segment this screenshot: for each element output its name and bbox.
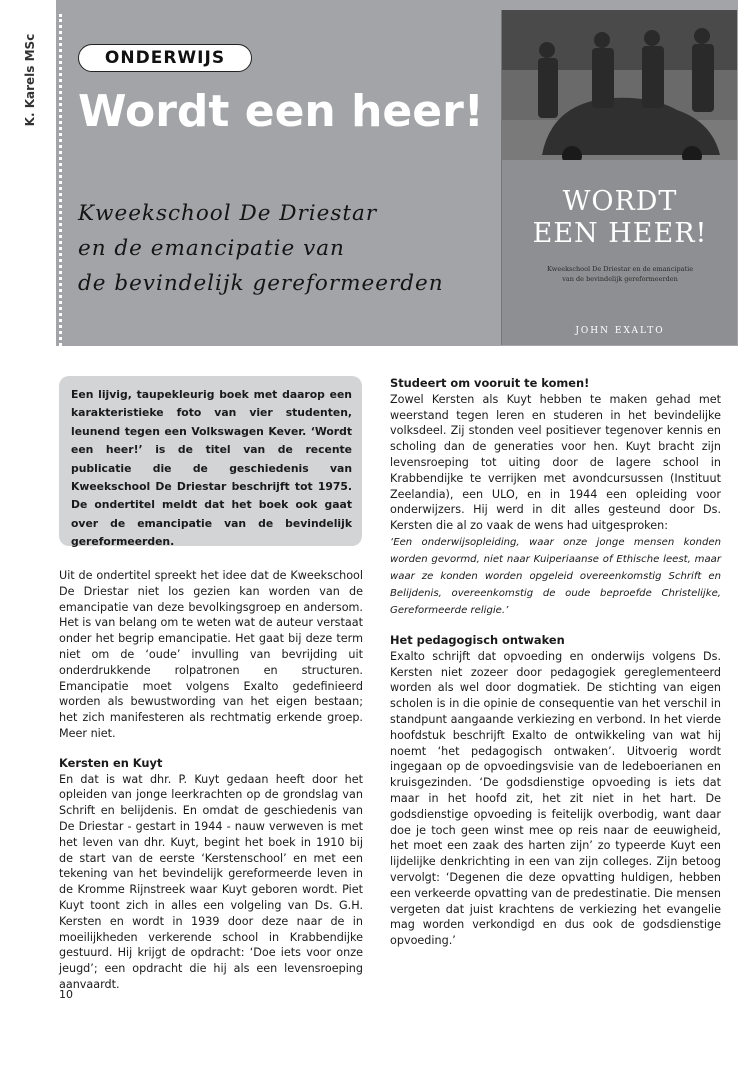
paragraph: Zowel Kersten als Kuyt hebben te maken gehad met weerstand tegen leren en studeren in het bevindelijke volksdeel. Zij stonden veel positiever tegenover kennis en scholing dan de generaties voor hen. Kuyt bracht zijn levensroeping tot uiting door de lagere school in Krabbendijke te verrijken met avondcursussen (Instituut Zeelandia), een ULO, en in 1944 een opleiding voor onderwijzers. Hij werd in dit alles gesteund door Ds. Kersten die al zo vaak de wens had uitgesproken: xyxy=(390,392,721,533)
paragraph: Exalto schrijft dat opvoeding en onderwijs volgens Ds. Kersten niet zozeer door pedagogiek gereglementeerd worden als wel door dogmatiek. De stichting van eigen scholen is in die opinie de consequentie van het verschil in standpunt aangaande verkiezing en verbond. In het vierde hoofdstuk beschrijft Exalto de ontwikkeling van wat hij noemt ‘het pedagogisch ontwaken’. Uitvoerig wordt ingegaan op de opvoedingsvisie van de ledeboerianen en kruisgezinden. ‘De godsdienstige opvoeding is iets dat maar in het hoofd zit, het zit niet in het hart. De godsdienstige opvoeding is feitelijk overbodig, want daar doe je toch geen winst mee op reis naar de eeuwigheid, het moet een zaak des harten zijn’ zo typeerde Kuyt een lijdelijke denkrichting in een van zijn colleges. Zijn betoog vervolgt: ‘Degenen die deze opvatting huldigen, hebben een verkeerde opvatting van de predestinatie. Die mensen vergeten dat juist krachtens de verkiezing het evangelie mag worden verkondigd en dus ook de godsdienstige opvoeding.’ xyxy=(390,649,721,948)
article-title: Wordt een heer! xyxy=(78,86,484,137)
quote: ‘Een onderwijsopleiding, waar onze jonge mensen konden worden gevormd, niet naar Kuiperiaanse of Ethische leest, maar waar ze konden worden opgeleid overeenkomstig Schrift en Belijdenis, overeenkomstig de oude beproefde Christelijke, Gereformeerde religie.’ xyxy=(390,536,721,616)
subtitle-line: en de emancipatie van xyxy=(78,236,345,261)
section-heading: Het pedagogisch ontwaken xyxy=(390,632,565,647)
cover-title-line: WORDT xyxy=(562,186,678,217)
cover-title xyxy=(502,186,737,250)
subtitle-line: Kweekschool De Driestar xyxy=(78,201,378,226)
book-cover xyxy=(501,10,737,345)
category-label: ONDERWIJS xyxy=(78,44,252,72)
intro-text: Een lijvig, taupekleurig boek met daarop een karakteristieke foto van vier studenten, leunend tegen een Volkswagen Kever. ‘Wordt een heer!’ is de titel van de recente publicatie die de geschiedenis van Kweekschool De Driestar beschrijft tot 1975. De ondertitel meldt dat het boek ook gaat over de emancipatie van de bevindelijk gereformeerden. xyxy=(71,388,352,549)
section-heading: Kersten en Kuyt xyxy=(59,755,163,770)
author-strip xyxy=(0,0,56,346)
section-heading: Studeert om vooruit te komen! xyxy=(390,376,590,390)
paragraph: En dat is wat dhr. P. Kuyt gedaan heeft door het opleiden van jonge leerkrachten op de grondslag van Schrift en belijdenis. En omdat de geschiedenis van De Driestar - gestart in 1944 - nauw verweven is met het leven van dhr. Kuyt, begint het boek in 1910 bij de start van de eerste ‘Kerstenschool’ en met een tekening van het bevindelijk gereformeerde leven in de Kromme Rijnstreek waar Kuyt geboren wordt. Piet Kuyt toont zich in alles een volgeling van Ds. G.H. Kersten en wordt in 1939 door deze naar de in moeilijkheden verkerende school in Krabbendijke gestuurd. Hij krijgt de opdracht: ‘Doe iets voor onze jeugd’; een opdracht die hij als een levensroeping aanvaardt. xyxy=(59,772,363,991)
cover-title-line: EEN HEER! xyxy=(532,218,708,249)
left-column xyxy=(59,568,363,993)
subtitle-line: de bevindelijk gereformeerden xyxy=(78,271,444,296)
article-subtitle xyxy=(78,196,444,301)
dotted-divider xyxy=(59,14,62,346)
cover-subtitle-line: van de bevindelijk gereformeerden xyxy=(562,275,678,283)
intro-box xyxy=(59,376,362,549)
paragraph: Uit de ondertitel spreekt het idee dat de Kweekschool De Driestar niet los gezien kan worden van de emancipatie van deze bevolkingsgroep en andersom. Het is van belang om te weten wat de auteur verstaat onder het begrip emancipatie. Het gaat bij deze term niet om de ‘oude’ invulling van bevrijding uit onderdrukkende rolpatronen en structuren. Emancipatie moet volgens Exalto gedefinieerd worden als bewustwording van het eigen bestaan; het zich manifesteren als rechtmatig erkende groep. Meer niet. xyxy=(59,569,363,740)
cover-photo xyxy=(502,10,737,160)
right-column xyxy=(390,376,721,949)
cover-subtitle-line: Kweekschool De Driestar en de emancipatie xyxy=(546,265,694,273)
cover-author: JOHN EXALTO xyxy=(575,326,665,336)
page-number: 10 xyxy=(59,988,73,1001)
cover-subtitle xyxy=(522,264,718,284)
author-name: K. Karels MSc xyxy=(23,33,37,127)
